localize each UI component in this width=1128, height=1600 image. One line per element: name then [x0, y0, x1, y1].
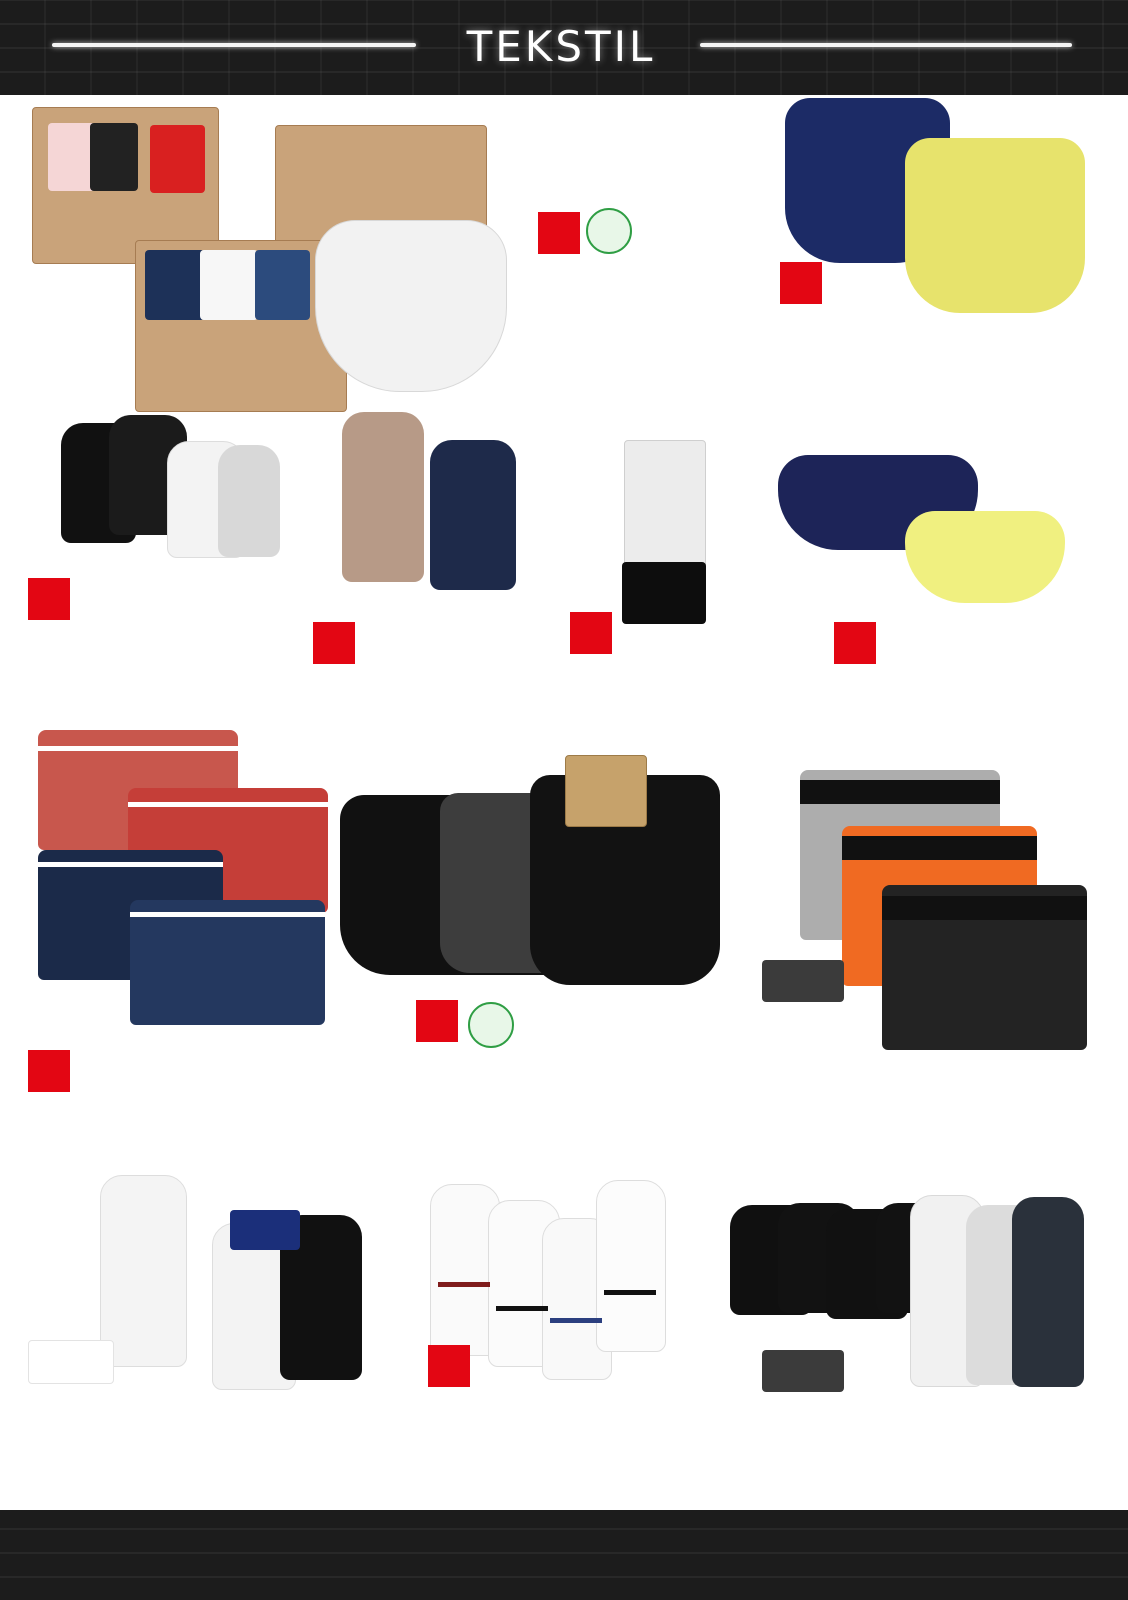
brand-logo-airness	[762, 960, 844, 1002]
sock-grey	[218, 445, 280, 557]
brand-logo-airness-socks	[762, 1350, 844, 1392]
brand-logo-twinday	[313, 622, 355, 664]
brand-logo-lecoq	[28, 1340, 114, 1384]
neon-line-right	[700, 43, 1072, 47]
product-image-tights	[612, 440, 717, 630]
underwear-pack-blue	[145, 250, 205, 320]
lecoq-sock-white-1	[100, 1175, 187, 1367]
product-sport-socks-12x	[428, 1345, 718, 1485]
sport-stripe-1	[438, 1282, 490, 1287]
underwear-pack-red	[48, 123, 96, 191]
boxer-navy-2	[130, 900, 325, 1025]
tag-card	[565, 755, 647, 827]
underwear-pack-red-2	[150, 125, 205, 193]
product-women-socks	[28, 578, 278, 708]
twinday-sock-navy	[430, 440, 516, 590]
product-men-boxers-4x	[28, 1050, 318, 1180]
airness-band-3	[882, 896, 1087, 920]
product-image-twinday-socks	[330, 412, 530, 602]
brand-logo-bra	[780, 262, 822, 304]
brand-logo-women-underwear	[538, 212, 580, 254]
product-airness-socks	[762, 1350, 1082, 1490]
bottom-banner	[0, 1510, 1128, 1600]
product-twinday-socks	[305, 622, 535, 742]
lecoq-card	[230, 1210, 300, 1250]
product-lecoq-socks	[28, 1340, 328, 1490]
product-image-men-boxers-4x	[30, 730, 340, 1040]
neon-line-left	[52, 43, 416, 47]
airness-band-1	[800, 780, 1000, 804]
boxer-stripe-4	[130, 912, 325, 917]
underwear-white-brief	[315, 220, 507, 392]
brand-logo-women-socks	[28, 578, 70, 620]
product-image-boxer-briefs	[770, 455, 1090, 625]
boxer-stripe-3	[38, 862, 223, 867]
brand-logo-tights	[570, 612, 612, 654]
product-bra	[780, 262, 1100, 412]
boxer-stripe-1	[38, 746, 238, 751]
product-tights	[570, 612, 810, 762]
underwear-pack-print	[255, 250, 310, 320]
top-banner	[0, 0, 1128, 95]
product-image-women-socks	[45, 405, 305, 565]
product-boxer-briefs	[834, 622, 1094, 722]
sport-sock-4	[596, 1180, 666, 1352]
product-image-women-underwear	[30, 105, 510, 425]
product-men-boxers-3x	[408, 1000, 688, 1150]
twinday-sock-beige	[342, 412, 424, 582]
product-women-underwear	[530, 110, 780, 410]
brand-logo-men-boxers-3x	[416, 1000, 458, 1042]
product-airness-boxers	[762, 960, 1092, 1180]
sport-stripe-3	[550, 1318, 602, 1323]
boxer-stripe-2	[128, 802, 328, 807]
page-title: TEKSTIL	[466, 21, 656, 71]
bio-badge-women-underwear	[586, 208, 632, 254]
sport-stripe-4	[604, 1290, 656, 1295]
brand-logo-men-boxers-4x	[28, 1050, 70, 1092]
brand-logo-boxer-briefs	[834, 622, 876, 664]
airness-band-2	[842, 836, 1037, 860]
sport-stripe-2	[496, 1306, 548, 1311]
tights-pack	[624, 440, 706, 572]
underwear-pack-white	[200, 250, 258, 320]
bio-badge-men-boxers-3x	[468, 1002, 514, 1048]
product-image-men-boxers-3x	[340, 755, 740, 995]
brand-logo-sport-socks	[428, 1345, 470, 1387]
underwear-pack-dark	[90, 123, 138, 191]
brief-yellow	[905, 511, 1065, 603]
